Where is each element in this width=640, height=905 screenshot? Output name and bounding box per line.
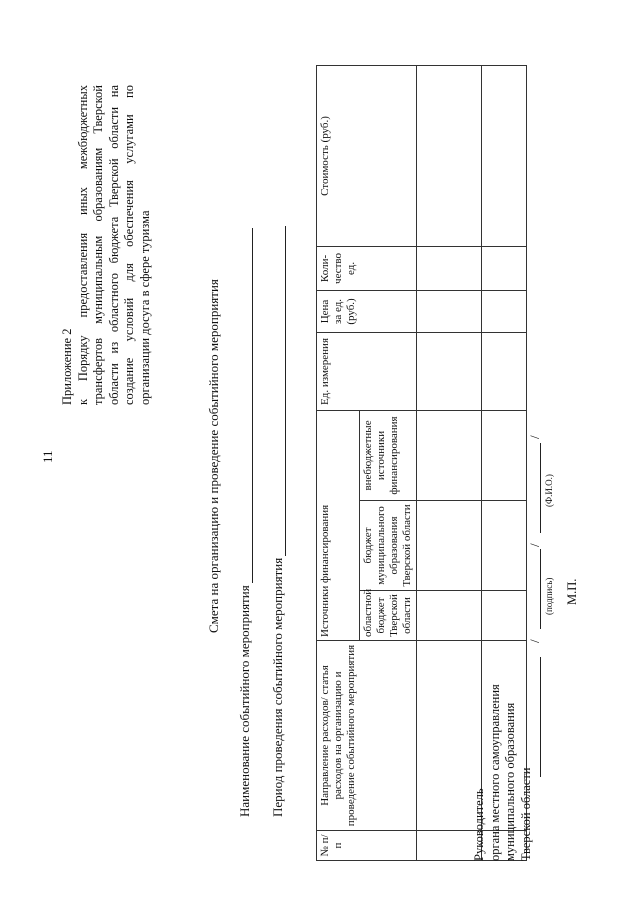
name-caption: (Ф.И.О.) — [544, 474, 554, 507]
table-header-row — [317, 65, 360, 860]
signer-block — [472, 684, 534, 861]
signer-line-4: Тверской области — [518, 767, 533, 861]
name-line — [540, 443, 541, 533]
table-cell — [417, 65, 482, 246]
signature-pre-line — [540, 657, 541, 777]
signer-line-1: Руководитель — [472, 788, 486, 861]
header-cost: Стоимость (руб.) — [317, 65, 417, 246]
annex-title: Приложение 2 — [60, 328, 74, 405]
header-price: Цена за ед. (руб.) — [317, 290, 417, 332]
event-name-label: Наименование событийного мероприятия — [237, 585, 252, 817]
header-num: № п/п — [317, 831, 417, 861]
page-number: 11 — [40, 450, 55, 463]
annex-header — [60, 85, 153, 405]
subheader-extrabudget: внебюджетные источники финансирования — [360, 410, 417, 500]
table-cell — [482, 332, 527, 410]
event-period-label: Период проведения событийного мероприятия — [270, 557, 285, 817]
event-period-field — [270, 226, 286, 817]
header-sources: Источники финансирования — [317, 410, 360, 640]
table-cell — [482, 290, 527, 332]
event-name-blank-line — [240, 228, 253, 583]
signer-line-2: органа местного самоуправления — [487, 684, 502, 861]
header-qty: Коли- чество ед. — [317, 246, 417, 290]
slash-2: / — [527, 543, 542, 547]
table-cell — [482, 591, 527, 641]
event-name-field — [237, 228, 253, 817]
table-cell — [482, 246, 527, 290]
subheader-municipal: бюджет муниципального образования Тверской области — [360, 501, 417, 591]
header-unit: Ед. измерения — [317, 332, 417, 410]
slash-1: / — [527, 639, 542, 643]
signature-line — [540, 549, 541, 629]
document-title: Смета на организацию и проведение событийного мероприятия — [206, 279, 221, 633]
signature-caption: (подпись) — [544, 577, 554, 615]
stamp-placeholder: М.П. — [565, 578, 579, 605]
table-cell — [417, 501, 482, 591]
table-cell — [417, 591, 482, 641]
table-cell — [417, 290, 482, 332]
table-cell — [482, 410, 527, 500]
subheader-regional: областной бюджет Тверской области — [360, 591, 417, 641]
table-cell — [417, 246, 482, 290]
event-period-blank-line — [273, 226, 286, 556]
header-direction: Направление расходов/ статья расходов на организацию и проведение событийного мероприятия — [317, 641, 417, 831]
signer-line-3: муниципального образования — [503, 702, 517, 861]
table-cell — [482, 65, 527, 246]
annex-body: к Порядку предоставления иных межбюджетных трансфертов муниципальным образованиям Тверской области из областного бюджета Тверской области на создание условий для обеспечения услугами по организации досуга в сфере туризма — [75, 85, 152, 405]
table-cell — [417, 410, 482, 500]
table-cell — [417, 332, 482, 410]
slash-3: / — [527, 435, 542, 439]
table-cell — [482, 501, 527, 591]
